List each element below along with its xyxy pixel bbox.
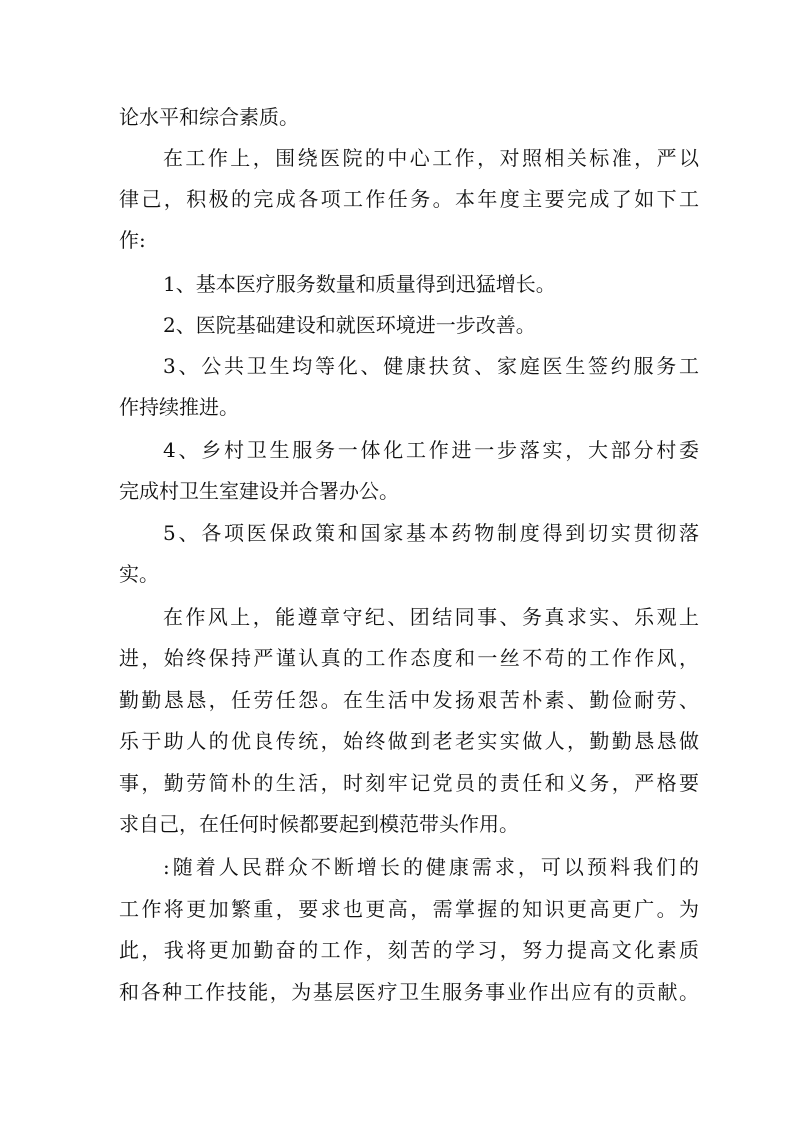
list-item-line: 1、基本医疗服务数量和质量得到迅猛增长。 bbox=[163, 272, 556, 296]
paragraph-line: 事，勤劳简朴的生活，时刻牢记党员的责任和义务，严格要 bbox=[119, 771, 699, 795]
list-item-line: 2、医院基础建设和就医环境进一步改善。 bbox=[163, 313, 536, 337]
paragraph-line: 在作风上，能遵章守纪、团结同事、务真求实、乐观上 bbox=[163, 605, 699, 629]
list-item-line: 实。 bbox=[119, 562, 159, 586]
list-item-line: 3、公共卫生均等化、健康扶贫、家庭医生签约服务工 bbox=[163, 354, 699, 378]
paragraph-line: 论水平和综合素质。 bbox=[119, 105, 299, 129]
paragraph-line: 此，我将更加勤奋的工作，刻苦的学习，努力提高文化素质 bbox=[119, 938, 699, 962]
paragraph-line: 进，始终保持严谨认真的工作态度和一丝不苟的工作作风， bbox=[119, 646, 699, 670]
paragraph-line: :随着人民群众不断增长的健康需求，可以预料我们的 bbox=[163, 855, 699, 879]
list-item-line: 完成村卫生室建设并合署办公。 bbox=[119, 479, 399, 503]
paragraph-line: 律己，积极的完成各项工作任务。本年度主要完成了如下工 bbox=[119, 187, 699, 211]
list-item-line: 作持续推进。 bbox=[119, 395, 239, 419]
list-item-line: 5、各项医保政策和国家基本药物制度得到切实贯彻落 bbox=[163, 521, 699, 545]
paragraph-line: 勤勤恳恳，任劳任怨。在生活中发扬艰苦朴素、勤俭耐劳、 bbox=[119, 688, 699, 712]
paragraph-line: 求自己，在任何时候都要起到模范带头作用。 bbox=[119, 812, 519, 836]
list-item-line: 4、乡村卫生服务一体化工作进一步落实，大部分村委 bbox=[163, 438, 699, 462]
paragraph-line: 作: bbox=[119, 228, 146, 252]
paragraph-line: 工作将更加繁重，要求也更高，需掌握的知识更高更广。为 bbox=[119, 897, 699, 921]
paragraph-line: 在工作上，围绕医院的中心工作，对照相关标准，严以 bbox=[163, 146, 699, 170]
paragraph-line: 乐于助人的优良传统，始终做到老老实实做人，勤勤恳恳做 bbox=[119, 729, 699, 753]
paragraph-line: 和各种工作技能，为基层医疗卫生服务事业作出应有的贡献。 bbox=[119, 980, 699, 1004]
